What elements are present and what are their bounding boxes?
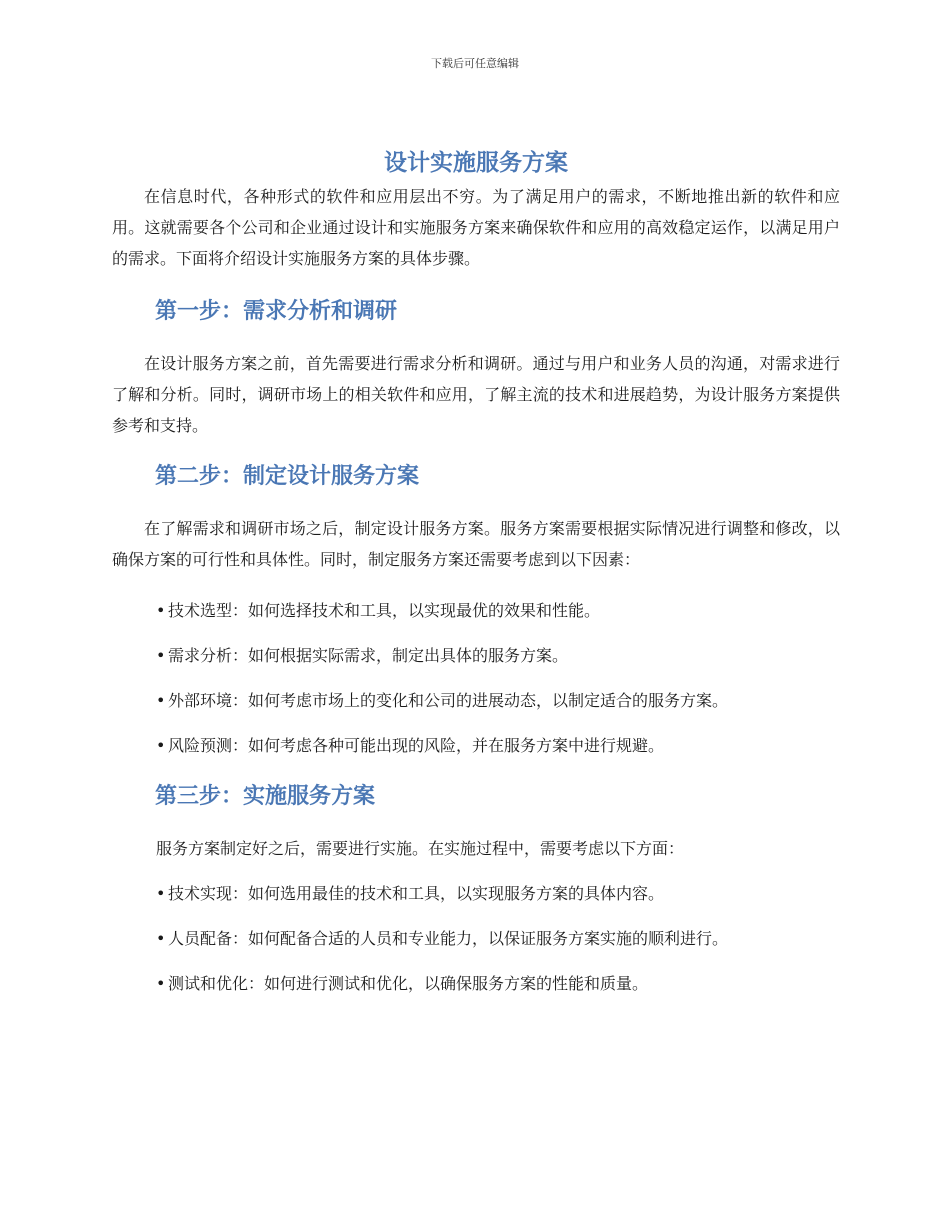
bullet-icon: • — [156, 646, 166, 665]
step2-heading: 第二步：制定设计服务方案 — [155, 464, 420, 489]
document-body — [112, 145, 840, 999]
list-item-text: 风险预测：如何考虑各种可能出现的风险，并在服务方案中进行规避。 — [168, 736, 665, 755]
list-item — [112, 923, 840, 954]
bullet-icon: • — [156, 884, 166, 903]
list-item-text: 测试和优化：如何进行测试和优化，以确保服务方案的性能和质量。 — [168, 974, 649, 993]
list-item — [112, 640, 840, 671]
list-item-text: 人员配备：如何配备合适的人员和专业能力，以保证服务方案实施的顺利进行。 — [168, 929, 729, 948]
step2-paragraph: 在了解需求和调研市场之后，制定设计服务方案。服务方案需要根据实际情况进行调整和修改，以确保方案的可行性和具体性。同时，制定服务方案还需要考虑到以下因素： — [112, 519, 840, 569]
bullet-icon: • — [156, 601, 166, 620]
bullet-icon: • — [156, 691, 166, 710]
step1-heading: 第一步：需求分析和调研 — [155, 299, 398, 324]
list-item-text: 技术实现：如何选用最佳的技术和工具，以实现服务方案的具体内容。 — [168, 884, 665, 903]
list-item — [112, 878, 840, 909]
step3-bullet-list — [112, 878, 840, 999]
list-item — [112, 730, 840, 761]
list-item-text: 技术选型：如何选择技术和工具，以实现最优的效果和性能。 — [168, 601, 601, 620]
intro-paragraph: 在信息时代，各种形式的软件和应用层出不穷。为了满足用户的需求，不断地推出新的软件和应用。这就需要各个公司和企业通过设计和实施服务方案来确保软件和应用的高效稳定运作，以满足用户的需求。下面将介绍设计实施服务方案的具体步骤。 — [112, 187, 840, 268]
list-item — [112, 595, 840, 626]
list-item-text: 需求分析：如何根据实际需求，制定出具体的服务方案。 — [168, 646, 569, 665]
header-note: 下载后可任意编辑 — [431, 57, 519, 70]
bullet-icon: • — [156, 929, 166, 948]
step2-bullet-list — [112, 595, 840, 761]
list-item-text: 外部环境：如何考虑市场上的变化和公司的进展动态，以制定适合的服务方案。 — [168, 691, 729, 710]
bullet-icon: • — [156, 974, 166, 993]
list-item — [112, 968, 840, 999]
step3-paragraph: 服务方案制定好之后，需要进行实施。在实施过程中，需要考虑以下方面： — [156, 839, 685, 858]
step3-heading: 第三步：实施服务方案 — [155, 784, 376, 809]
step1-paragraph: 在设计服务方案之前，首先需要进行需求分析和调研。通过与用户和业务人员的沟通，对需求进行了解和分析。同时，调研市场上的相关软件和应用，了解主流的技术和进展趋势，为设计服务方案提供参考和支持。 — [112, 354, 840, 435]
document-title: 设计实施服务方案 — [384, 150, 568, 176]
bullet-icon: • — [156, 736, 166, 755]
list-item — [112, 685, 840, 716]
